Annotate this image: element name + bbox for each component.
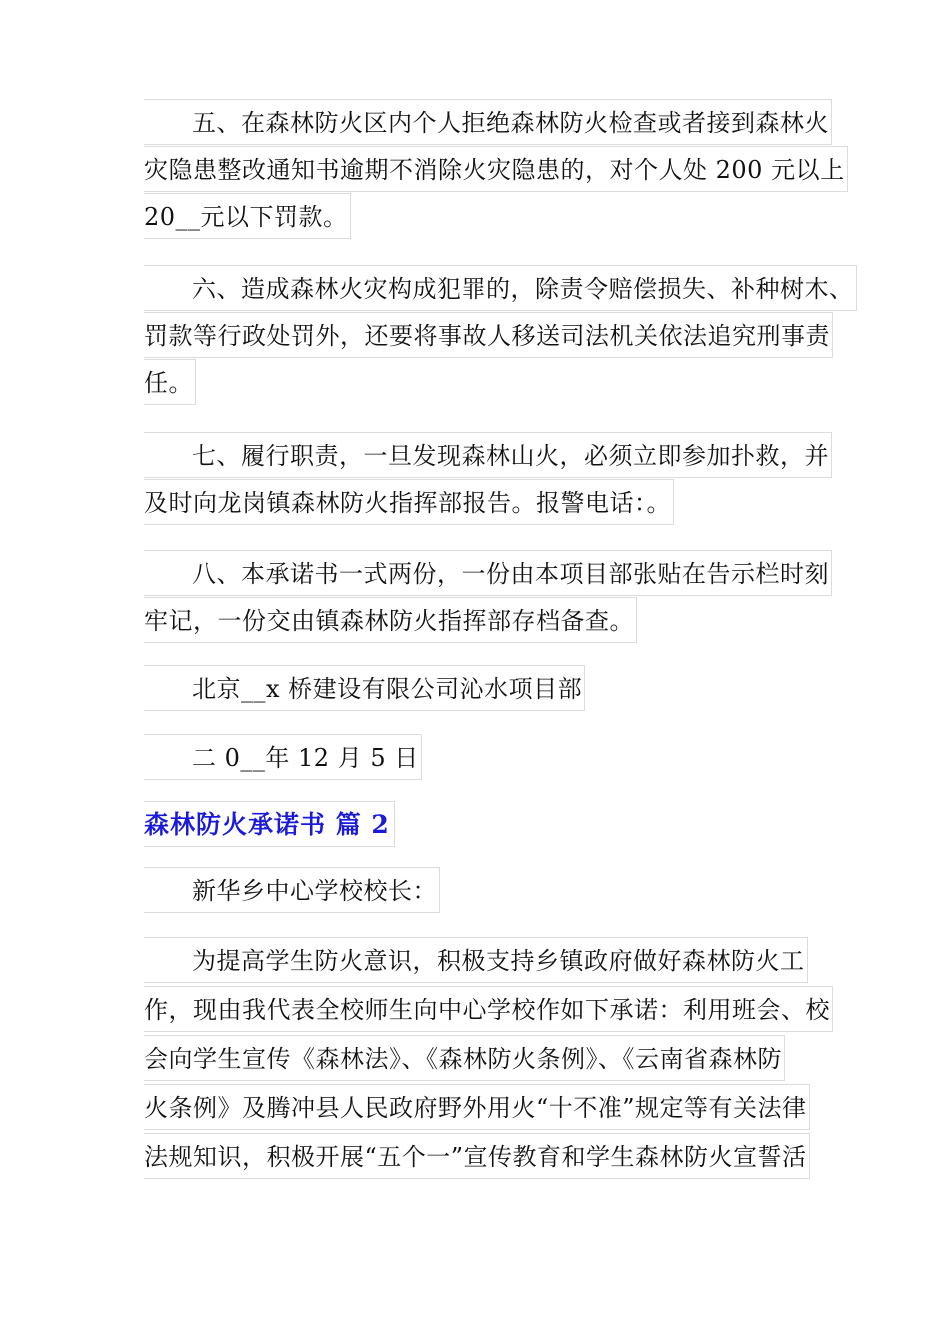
section-title: 森林防火承诺书 篇 2: [144, 801, 395, 847]
paragraph-9-line-3: 会向学生宣传《森林法》、《森林防火条例》、《云南省森林防: [144, 1035, 785, 1081]
date-line: 二 0__年 12 月 5 日: [144, 734, 422, 780]
paragraph-9-line-2: 作，现由我代表全校师生向中心学校作如下承诺：利用班会、校: [144, 986, 833, 1032]
paragraph-8-line-2: 牢记，一份交由镇森林防火指挥部存档备查。: [144, 597, 637, 643]
salutation-line: 新华乡中心学校校长：: [144, 867, 440, 913]
paragraph-7-line-1: 七、履行职责，一旦发现森林山火，必须立即参加扑救，并: [144, 432, 832, 478]
paragraph-9-line-4: 火条例》及腾冲县人民政府野外用火“十不准”规定等有关法律: [144, 1084, 810, 1130]
paragraph-5-line-1: 五、在森林防火区内个人拒绝森林防火检查或者接到森林火: [144, 99, 832, 145]
paragraph-6-line-3: 任。: [144, 359, 196, 405]
paragraph-9-line-5: 法规知识，积极开展“五个一”宣传教育和学生森林防火宣誓活: [144, 1133, 810, 1179]
paragraph-9-line-1: 为提高学生防火意识，积极支持乡镇政府做好森林防火工: [144, 937, 808, 983]
paragraph-5-line-3: 20__元以下罚款。: [144, 193, 351, 239]
paragraph-6-line-1: 六、造成森林火灾构成犯罪的，除责令赔偿损失、补种树木、: [144, 265, 857, 311]
signature-line: 北京__x 桥建设有限公司沁水项目部: [144, 665, 585, 711]
paragraph-7-line-2: 及时向龙岗镇森林防火指挥部报告。报警电话：。: [144, 479, 674, 525]
paragraph-8-line-1: 八、本承诺书一式两份，一份由本项目部张贴在告示栏时刻: [144, 550, 832, 596]
paragraph-5-line-2: 灾隐患整改通知书逾期不消除火灾隐患的，对个人处 200 元以上: [144, 146, 848, 192]
paragraph-6-line-2: 罚款等行政处罚外，还要将事故人移送司法机关依法追究刑事责: [144, 312, 833, 358]
